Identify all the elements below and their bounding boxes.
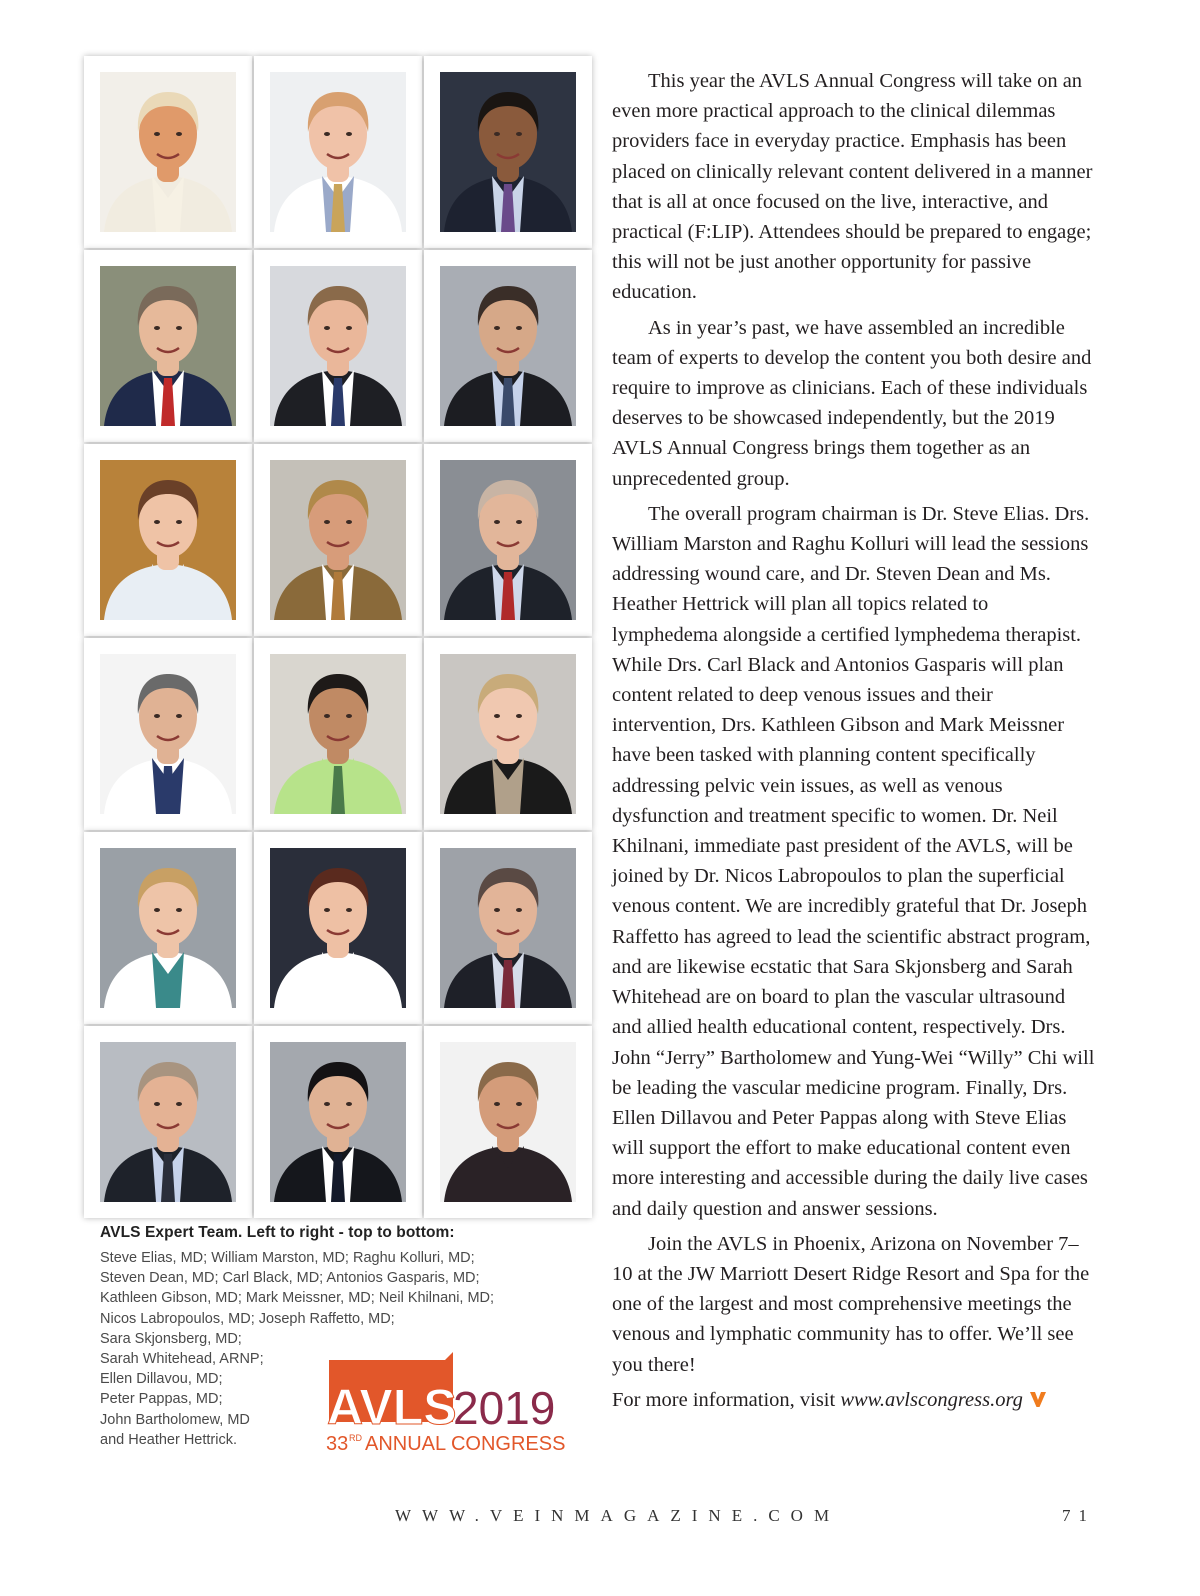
footer-website: WWW.VEINMAGAZINE.COM (395, 1506, 841, 1525)
expert-portrait (440, 654, 576, 814)
caption-line: Sarah Whitehead, ARNP; (100, 1351, 264, 1368)
logo-year-text: 2019 (453, 1382, 556, 1434)
expert-photo-frame (424, 638, 592, 830)
expert-portrait (100, 1042, 236, 1202)
caption-line: Kathleen Gibson, MD; Mark Meissner, MD; Neil Khilnani, MD; (100, 1290, 495, 1307)
article-paragraph: Join the AVLS in Phoenix, Arizona on November 7–10 at the JW Marriott Desert Ridge Resort and Spa for the one of the largest and most comprehensive meetings the venous and lymphatic community has to offer. We’ll see you there! (612, 1232, 1090, 1376)
expert-portrait (270, 1042, 406, 1202)
expert-photo-frame (424, 1026, 592, 1218)
expert-photo-frame (84, 1026, 252, 1218)
avls-2019-logo (325, 1352, 570, 1456)
expert-photo-frame (84, 250, 252, 442)
expert-photo-frame (254, 56, 422, 248)
avls-congress-link[interactable]: www.avlscongress.org (840, 1388, 1023, 1411)
expert-photo-grid (84, 56, 592, 1218)
caption-line: Steven Dean, MD; Carl Black, MD; Antonios Gasparis, MD; (100, 1270, 480, 1287)
expert-portrait (100, 72, 236, 232)
expert-photo-frame (424, 56, 592, 248)
logo-subtitle-text: ANNUAL CONGRESS (365, 1433, 566, 1455)
avls-logo-graphic (325, 1352, 570, 1456)
expert-portrait (440, 460, 576, 620)
caption-line: and Heather Hettrick. (100, 1431, 238, 1448)
expert-photo-frame (84, 832, 252, 1024)
caption-line: Steve Elias, MD; William Marston, MD; Raghu Kolluri, MD; (100, 1250, 475, 1266)
expert-photo-frame (254, 444, 422, 636)
expert-portrait (270, 72, 406, 232)
expert-portrait (100, 848, 236, 1008)
caption-line: Nicos Labropoulos, MD; Joseph Raffetto, MD; (100, 1310, 395, 1327)
expert-portrait (270, 266, 406, 426)
expert-photo-frame (254, 638, 422, 830)
logo-ordinal-text: 33 (326, 1433, 349, 1455)
expert-portrait (100, 460, 236, 620)
expert-portrait (440, 266, 576, 426)
logo-ordinal-suffix: RD (349, 1433, 362, 1443)
expert-portrait (270, 654, 406, 814)
expert-photo-frame (424, 444, 592, 636)
article-paragraph: This year the AVLS Annual Congress will take on an even more practical approach to the clinical dilemmas providers face in everyday practice. Emphasis has been placed on clinically relevant content delivered in a manner that is all at once focused on the live, interactive, and practical (F:LIP). Attendees should be prepared to engage; this will not be just another opportunity for passive education. (612, 70, 1093, 304)
expert-photo-frame (254, 832, 422, 1024)
logo-avls-text: AVLS (327, 1379, 457, 1435)
expert-portrait (100, 266, 236, 426)
expert-portrait (270, 460, 406, 620)
article-paragraph: As in year’s past, we have assembled an incredible team of experts to develop the content you both desire and require to improve as clinicians. Each of these individuals deserves to be showcased independently, but the 2019 AVLS Annual Congress brings them together as an unprecedented group. (612, 316, 1092, 490)
expert-portrait (440, 72, 576, 232)
article-paragraph: The overall program chairman is Dr. Steve Elias. Drs. William Marston and Raghu Kolluri will lead the sessions addressing wound care, and Dr. Steven Dean and Ms. Heather Hettrick will plan all topics related to lymphedema alongside a certified lymphedema therapist. While Drs. Carl Black and Antonios Gasparis will plan content related to deep venous issues and their intervention, Drs. Kathleen Gibson and Mark Meissner have been tasked with planning content specifically addressing pelvic vein issues, as well as venous dysfunction and treatment specific to women. Dr. Neil Khilnani, immediate past president of the AVLS, will be joined by Dr. Nicos Labropoulos to plan the superficial venous content. We are incredibly grateful that Dr. Joseph Raffetto has agreed to lead the scientific abstract program, and are likewise ecstatic that Sara Skjonsberg and Sarah Whitehead are on board to plan the vascular ultrasound and allied health educational content, respectively. Drs. John “Jerry” Bartholomew and Yung-Wei “Willy” Chi will be leading the vascular medicine program. Finally, Drs. Ellen Dillavou and Peter Pappas along with Steve Elias will support the effort to make educational content even more interesting and accessible during the daily live cases and daily question and answer sessions. (612, 502, 1095, 1220)
expert-photo-frame (84, 444, 252, 636)
expert-portrait (440, 848, 576, 1008)
expert-portrait (440, 1042, 576, 1202)
expert-photo-frame (84, 638, 252, 830)
caption-line: Sara Skjonsberg, MD; (100, 1330, 242, 1347)
more-info-line (612, 1385, 1096, 1417)
expert-portrait (270, 848, 406, 1008)
caption-line: John Bartholomew, MD (100, 1411, 250, 1428)
more-info-text: For more information, visit (612, 1388, 841, 1411)
expert-photo-frame (84, 56, 252, 248)
expert-photo-frame (424, 832, 592, 1024)
caption-line: Peter Pappas, MD; (100, 1391, 223, 1408)
page-number: 71 (1062, 1506, 1095, 1525)
vein-magazine-v-icon (1029, 1387, 1047, 1417)
expert-photo-frame (254, 1026, 422, 1218)
expert-photo-frame (424, 250, 592, 442)
expert-portrait (100, 654, 236, 814)
caption-title: AVLS Expert Team. Left to right - top to bottom: (100, 1224, 455, 1241)
expert-photo-frame (254, 250, 422, 442)
caption-line: Ellen Dillavou, MD; (100, 1371, 223, 1388)
article-body (612, 66, 1096, 1422)
